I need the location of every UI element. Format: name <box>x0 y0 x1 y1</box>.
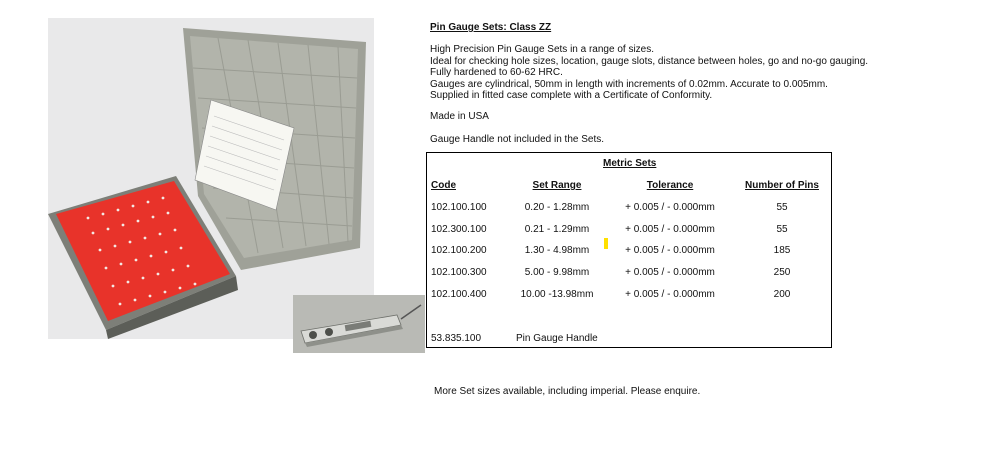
header-code: Code <box>431 180 456 191</box>
header-number-of-pins: Number of Pins <box>745 180 819 191</box>
metric-sets-table <box>426 152 832 348</box>
row-code: 102.300.100 <box>431 224 487 235</box>
header-set-range: Set Range <box>532 180 582 191</box>
row-tolerance: + 0.005 / - 0.000mm <box>625 224 715 235</box>
more-sizes-note: More Set sizes available, including imperial. Please enquire. <box>434 386 701 397</box>
description-line: Ideal for checking hole sizes, location, gauge slots, distance between holes, go and no-go gauging. <box>430 55 869 67</box>
handle-code: 53.835.100 <box>431 333 482 344</box>
row-set-range: 0.21 - 1.29mm <box>524 224 590 235</box>
table-title: Metric Sets <box>603 158 657 169</box>
pin-gauge-handle-photo <box>293 295 425 353</box>
row-number-of-pins: 55 <box>776 202 788 213</box>
product-description <box>430 44 868 102</box>
row-number-of-pins: 55 <box>776 224 788 235</box>
description-line: Gauges are cylindrical, 50mm in length with increments of 0.02mm. Accurate to 0.005mm. <box>430 78 828 90</box>
pin-gauge-case-photo <box>48 18 374 339</box>
row-code: 102.100.100 <box>431 202 487 213</box>
row-number-of-pins: 200 <box>773 289 791 300</box>
row-set-range: 0.20 - 1.28mm <box>524 202 590 213</box>
row-tolerance: + 0.005 / - 0.000mm <box>625 267 715 278</box>
row-tolerance: + 0.005 / - 0.000mm <box>625 289 715 300</box>
row-code: 102.100.300 <box>431 267 487 278</box>
header-tolerance: Tolerance <box>646 180 694 191</box>
row-code: 102.100.200 <box>431 245 487 256</box>
row-set-range: 5.00 - 9.98mm <box>524 267 590 278</box>
description-line: Supplied in fitted case complete with a Certificate of Conformity. <box>430 90 713 101</box>
handle-name: Pin Gauge Handle <box>516 333 598 344</box>
made-in-text: Made in USA <box>430 111 489 122</box>
row-number-of-pins: 250 <box>773 267 791 278</box>
description-line: Fully hardened to 60-62 HRC. <box>430 67 563 78</box>
handle-note: Gauge Handle not included in the Sets. <box>430 134 605 145</box>
row-tolerance: + 0.005 / - 0.000mm <box>625 245 715 256</box>
row-set-range: 1.30 - 4.98mm <box>524 245 590 256</box>
description-line: High Precision Pin Gauge Sets in a range of sizes. <box>430 44 655 55</box>
row-number-of-pins: 185 <box>773 245 791 256</box>
row-set-range: 10.00 -13.98mm <box>520 289 594 300</box>
product-title: Pin Gauge Sets: Class ZZ <box>430 22 552 33</box>
row-code: 102.100.400 <box>431 289 487 300</box>
row-tolerance: + 0.005 / - 0.000mm <box>625 202 715 213</box>
